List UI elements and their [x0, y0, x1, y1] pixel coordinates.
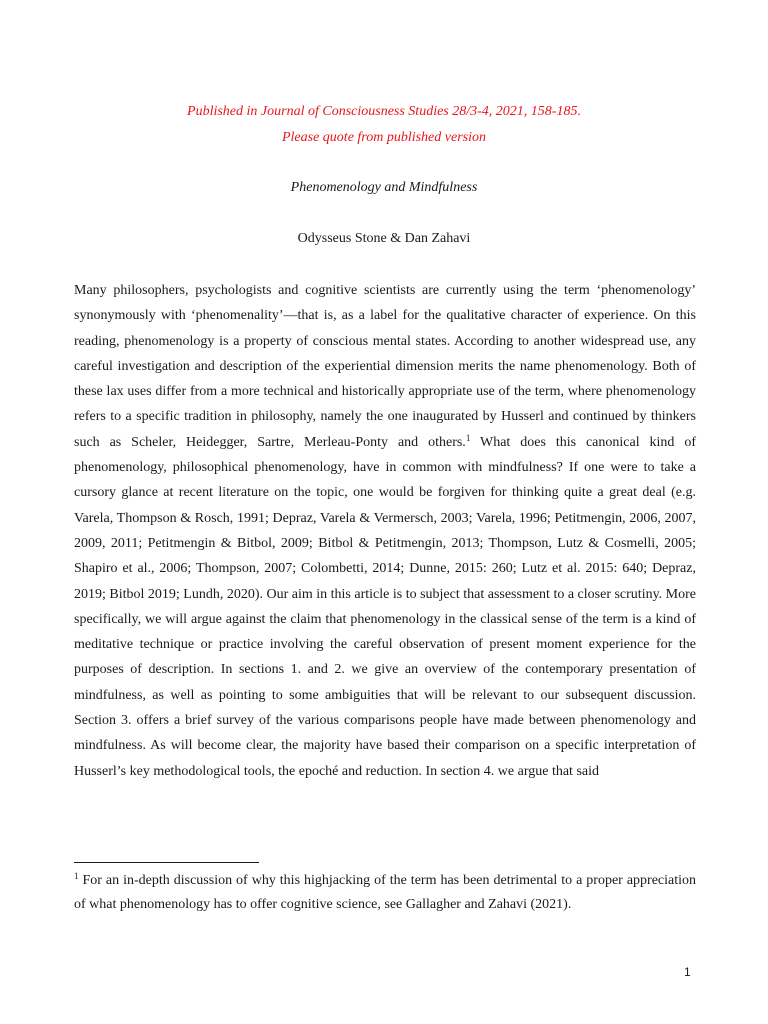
footnote-marker: 1 [74, 871, 79, 881]
quote-notice: Please quote from published version [281, 130, 486, 145]
publication-notice: Published in Journal of Consciousness Studies 28/3-4, 2021, 158-185. [187, 104, 581, 119]
article-title: Phenomenology and Mindfulness [290, 180, 478, 195]
body-paragraph [74, 278, 696, 784]
paragraph-text-end: What does this canonical kind of phenomenology, philosophical phenomenology, have in common with mindfulness? If one were to take a cursory glance at recent literature on the topic, one would be forgiven for thinking quite a great deal (e.g. Varela, Thompson & Rosch, 1991; Depraz, Varela & Vermersch, 2003; Varela, 1996; Petitmengin, 2006, 2007, 2009, 2011; Petitmengin & Bitbol, 2009; Bitbol & Petitmengin, 2013; Thompson, Lutz & Cosmelli, 2005; Shapiro et al., 2006; Thompson, 2007; Colombetti, 2014; Dunne, 2015: 260; Lutz et al. 2015: 640; Depraz, 2019; Bitbol 2019; Lundh, 2020). Our aim in this article is to subject that assessment to a closer scrutiny. More specifically, we will argue against the claim that phenomenology in the classical sense of the term is a kind of meditative technique or practice involving the careful observation of present moment experience for the purposes of description. In sections 1. and 2. we give an overview of the contemporary presentation of mindfulness, as well as pointing to some ambiguities that will be relevant to our subsequent discussion. Section 3. offers a brief survey of the various comparisons people have made between phenomenology and mindfulness. As will become clear, the majority have based their comparison on a specific interpretation of Husserl’s key methodological tools, the epoché and reduction. In section 4. we argue that said [74, 434, 697, 779]
article-authors: Odysseus Stone & Dan Zahavi [297, 231, 471, 246]
footnote-reference: 1 [465, 432, 471, 443]
footnote [74, 869, 696, 917]
paragraph-text-start: Many philosophers, psychologists and cognitive scientists are currently using the term ‘phenomenology’ synonymously with ‘phenomenality’—that is, as a label for the qualitative character of experience. On this reading, phenomenology is a property of conscious mental states. According to another widespread use, any careful investigation and description of the experiential dimension merits the name phenomenology. Both of these lax uses differ from a more technical and historically appropriate use of the term, where phenomenology refers to a specific tradition in philosophy, namely the one inaugurated by Husserl and continued by thinkers such as Scheler, Heidegger, Sartre, Merleau-Ponty and others. [74, 283, 696, 450]
footnote-separator [74, 862, 259, 863]
page-number: 1 [684, 965, 691, 979]
footnote-text: For an in-depth discussion of why this highjacking of the term has been detrimental to a proper appreciation of what phenomenology has to offer cognitive science, see Gallagher and Zahavi (2021). [74, 873, 696, 912]
